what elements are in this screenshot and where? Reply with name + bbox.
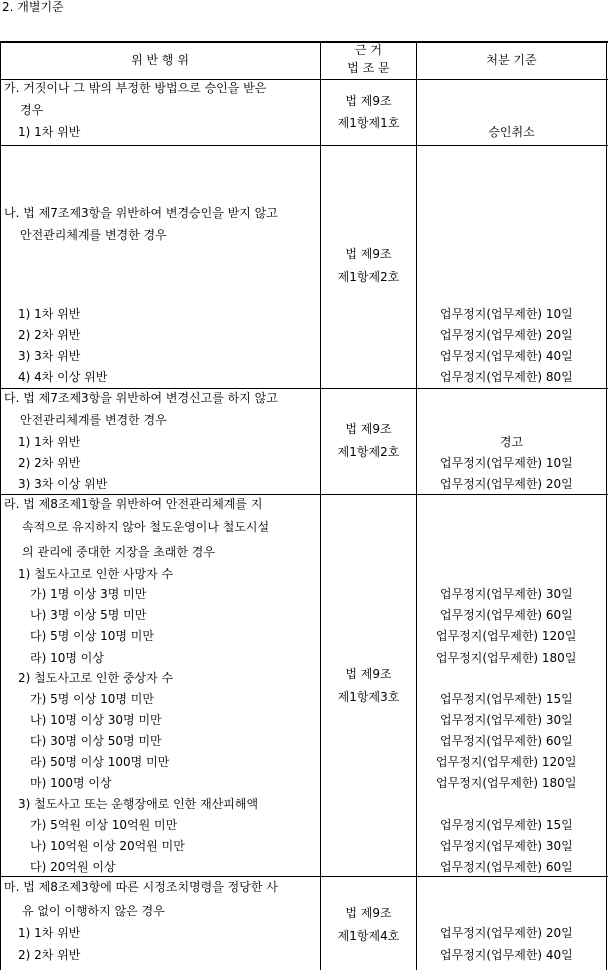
row-title: 안전관리체계를 변경한 경우	[20, 413, 167, 427]
penalty: 업무정지(업무제한) 20일	[440, 328, 573, 342]
list-item: 라) 50명 이상 100명 미만	[30, 755, 170, 769]
penalty: 업무정지(업무제한) 40일	[440, 349, 573, 363]
row-title: 다. 법 제7조제3항을 위반하여 변경신고를 하지 않고	[4, 391, 278, 405]
penalty: 업무정지(업무제한) 120일	[436, 755, 577, 769]
col-divider-1	[320, 41, 321, 970]
list-item: 2) 2차 위반	[18, 456, 81, 470]
penalty: 승인취소	[488, 125, 535, 139]
header-violation: 위 반 행 위	[131, 53, 189, 67]
list-item: 나) 10명 이상 30명 미만	[30, 713, 162, 727]
penalty: 업무정지(업무제한) 30일	[440, 839, 573, 853]
row-ga-bottom-border	[0, 145, 608, 146]
row-na-bottom-border	[0, 388, 608, 389]
header-law-line1: 근 거	[355, 43, 382, 57]
row-title: 의 관리에 중대한 지장을 초래한 경우	[22, 545, 215, 559]
list-item: 나) 10억원 이상 20억원 미만	[30, 839, 185, 853]
law-clause: 제1항제2호	[337, 445, 400, 459]
list-item: 가) 1명 이상 3명 미만	[30, 587, 147, 601]
penalty: 업무정지(업무제한) 180일	[436, 651, 577, 665]
penalty: 업무정지(업무제한) 15일	[440, 818, 573, 832]
law-article: 법 제9조	[345, 422, 392, 436]
row-title: 나. 법 제7조제3항을 위반하여 변경승인을 받지 않고	[4, 206, 278, 220]
list-item: 다) 30명 이상 50명 미만	[30, 734, 162, 748]
penalty: 업무정지(업무제한) 180일	[436, 776, 577, 790]
law-clause: 제1항제2호	[337, 270, 400, 284]
row-title: 마. 법 제8조제3항에 따른 시정조치명령을 정당한 사	[4, 880, 278, 894]
list-item: 1) 1차 위반	[18, 926, 81, 940]
table-left-border	[0, 41, 1, 970]
header-law-line2: 법 조 문	[347, 61, 390, 75]
penalty: 업무정지(업무제한) 20일	[440, 926, 573, 940]
row-title: 라. 법 제8조제1항을 위반하여 안전관리체계를 지	[4, 497, 263, 511]
list-item: 1) 1차 위반	[18, 307, 81, 321]
law-article: 법 제9조	[345, 667, 392, 681]
penalty: 업무정지(업무제한) 60일	[440, 860, 573, 874]
list-item: 1) 1차 위반	[18, 125, 81, 139]
penalty: 업무정지(업무제한) 120일	[436, 629, 577, 643]
list-item: 다) 20억원 이상	[30, 860, 116, 874]
row-title: 속적으로 유지하지 않아 철도운영이나 철도시설	[22, 520, 270, 534]
group-label: 1) 철도사고로 인한 사망자 수	[18, 567, 174, 581]
row-da-bottom-border	[0, 494, 608, 495]
law-clause: 제1항제4호	[337, 929, 400, 943]
list-item: 가) 5명 이상 10명 미만	[30, 692, 154, 706]
list-item: 2) 2차 위반	[18, 328, 81, 342]
penalty: 업무정지(업무제한) 40일	[440, 948, 573, 962]
list-item: 가) 5억원 이상 10억원 미만	[30, 818, 178, 832]
law-clause: 제1항제1호	[337, 116, 400, 130]
list-item: 1) 1차 위반	[18, 435, 81, 449]
section-title: 2. 개별기준	[2, 0, 64, 14]
penalty: 업무정지(업무제한) 80일	[440, 370, 573, 384]
list-item: 3) 3차 이상 위반	[18, 477, 108, 491]
row-title: 안전관리체계를 변경한 경우	[20, 228, 167, 242]
table-top-border	[0, 41, 608, 43]
penalty: 업무정지(업무제한) 15일	[440, 692, 573, 706]
row-title: 유 없이 이행하지 않은 경우	[22, 904, 165, 918]
penalty: 업무정지(업무제한) 30일	[440, 587, 573, 601]
penalty: 업무정지(업무제한) 60일	[440, 734, 573, 748]
list-item: 4) 4차 이상 위반	[18, 370, 108, 384]
table-right-border	[606, 41, 607, 970]
list-item: 2) 2차 위반	[18, 948, 81, 962]
group-label: 3) 철도사고 또는 운행장애로 인한 재산피해액	[18, 797, 259, 811]
header-penalty: 처분 기준	[486, 53, 537, 67]
row-title: 가. 거짓이나 그 밖의 부정한 방법으로 승인을 받은	[4, 81, 267, 95]
penalty: 업무정지(업무제한) 10일	[440, 456, 573, 470]
col-divider-2	[416, 41, 417, 970]
group-label: 2) 철도사고로 인한 중상자 수	[18, 671, 174, 685]
list-item: 마) 100명 이상	[30, 776, 112, 790]
list-item: 라) 10명 이상	[30, 651, 104, 665]
law-clause: 제1항제3호	[337, 690, 400, 704]
law-article: 법 제9조	[345, 906, 392, 920]
row-title: 경우	[20, 103, 44, 117]
penalty: 경고	[499, 435, 524, 449]
row-ra-bottom-border	[0, 876, 608, 877]
penalty: 업무정지(업무제한) 30일	[440, 713, 573, 727]
list-item: 다) 5명 이상 10명 미만	[30, 629, 154, 643]
law-article: 법 제9조	[345, 247, 392, 261]
penalty: 업무정지(업무제한) 20일	[440, 477, 573, 491]
penalty: 업무정지(업무제한) 10일	[440, 307, 573, 321]
header-bottom-border	[0, 79, 608, 80]
law-article: 법 제9조	[345, 94, 392, 108]
penalty: 업무정지(업무제한) 60일	[440, 608, 573, 622]
list-item: 3) 3차 위반	[18, 349, 81, 363]
list-item: 나) 3명 이상 5명 미만	[30, 608, 147, 622]
